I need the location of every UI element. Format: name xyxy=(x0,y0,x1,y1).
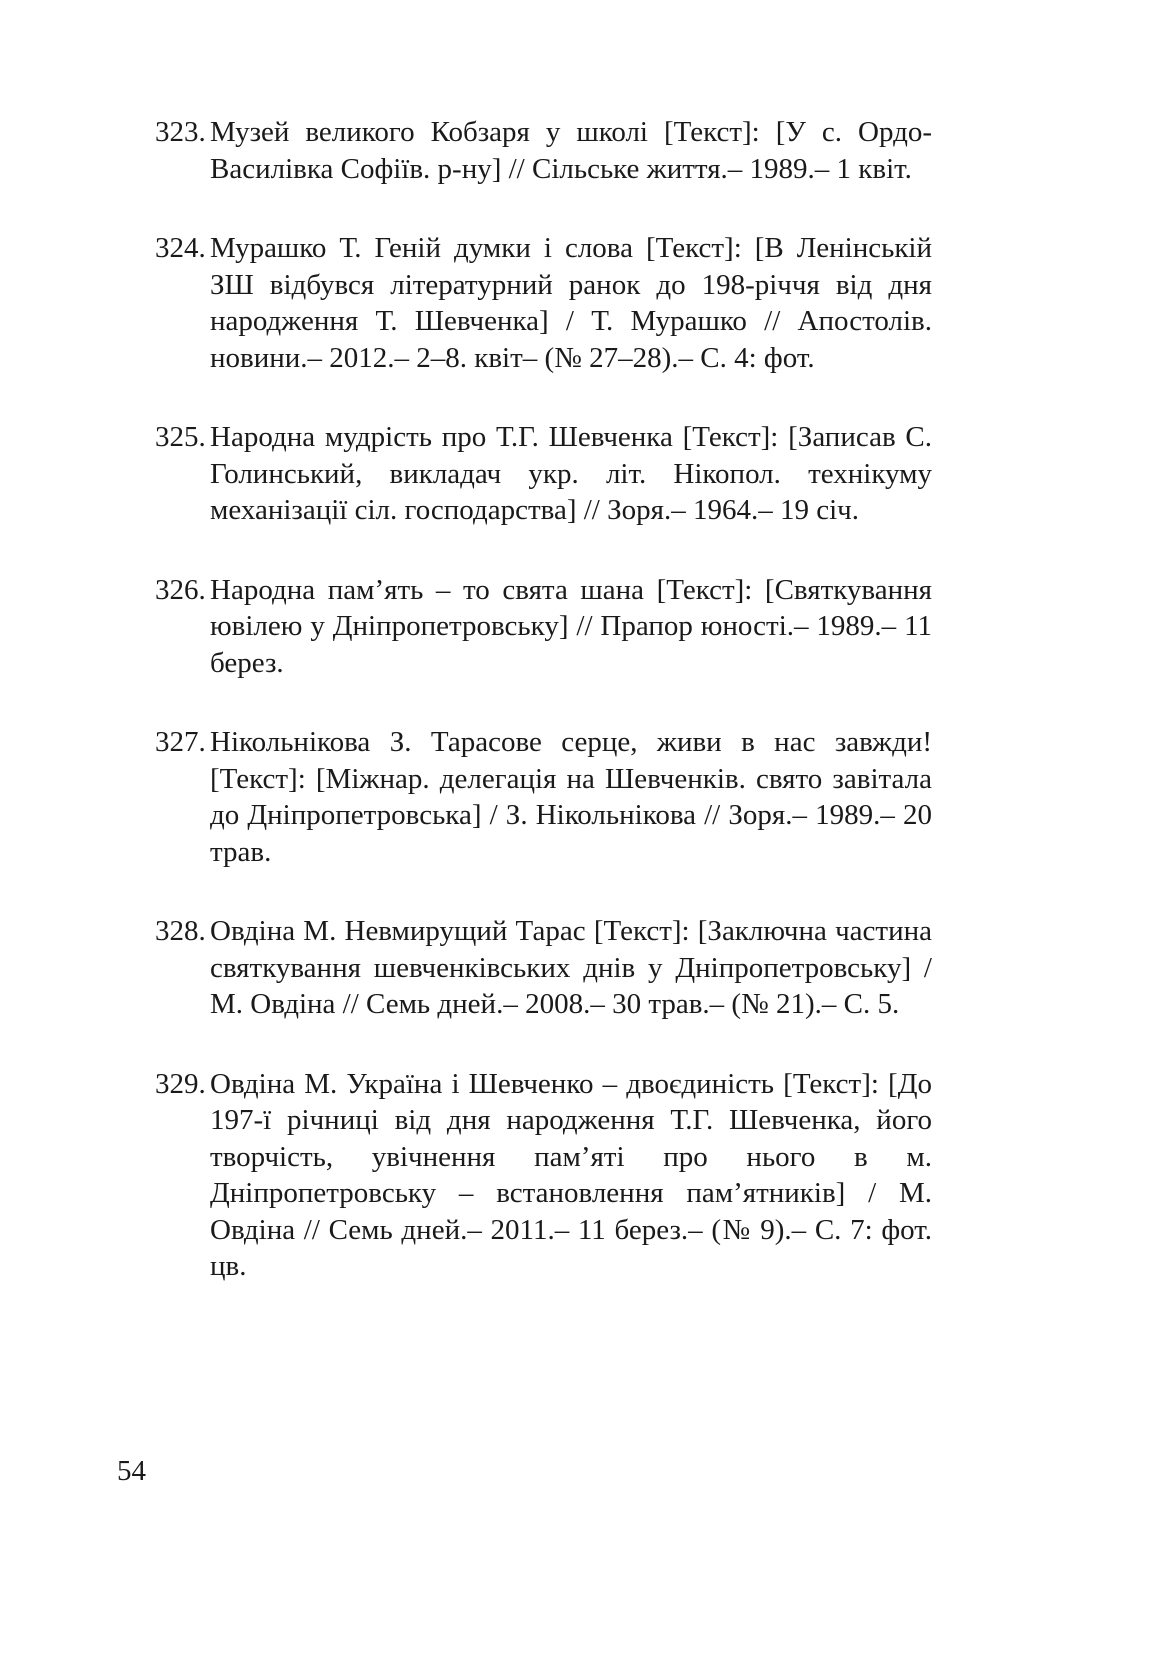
bibliography-entry xyxy=(155,913,932,1023)
entry-number: 325. xyxy=(155,421,206,453)
entry-number: 327. xyxy=(155,726,206,758)
entry-number: 323. xyxy=(155,116,206,148)
page-number: 54 xyxy=(117,1455,146,1487)
bibliography-entry xyxy=(155,419,932,529)
bibliography-entry xyxy=(155,230,932,376)
entry-text: Народна пам’ять – то свята шана [Текст]: [Святкування ювілею у Дніпропетровську] // Прапор юності.– 1989.– 11 берез. xyxy=(210,573,932,679)
entry-text: Нікольнікова З. Тарасове серце, живи в нас завжди! [Текст]: [Міжнар. делегація на Шевченків. свято завітала до Дніпропетровська] / З. Нікольнікова // Зоря.– 1989.– 20 трав. xyxy=(210,726,932,868)
entry-number: 324. xyxy=(155,232,206,264)
entry-number: 326. xyxy=(155,573,206,606)
entry-number: 329. xyxy=(155,1067,206,1100)
bibliography-list xyxy=(155,114,932,1328)
bibliography-entry xyxy=(155,572,932,682)
entry-number: 328. xyxy=(155,915,206,947)
bibliography-entry xyxy=(155,1066,932,1285)
entry-text: Овдіна М. Україна і Шевченко – двоєдиність [Текст]: [До 197-ї річниці від дня народження Т.Г. Шевченка, його творчість, увічнення пам’яті про нього в м. Дніпропетровську – встановлення пам’ятників] / М. Овдіна // Семь дней.– 2011.– 11 берез.– (№ 9).– С. 7: фот. цв. xyxy=(210,1067,932,1282)
entry-text: Музей великого Кобзаря у школі [Текст]: [У с. Ордо-Василівка Софіїв. р-ну] // Сільське життя.– 1989.– 1 квіт. xyxy=(210,116,932,185)
entry-text: Овдіна М. Невмирущий Тарас [Текст]: [Заключна частина святкування шевченківських днів у Дніпропетровську] / М. Овдіна // Семь дней.– 2008.– 30 трав.– (№ 21).– С. 5. xyxy=(210,915,932,1020)
bibliography-entry xyxy=(155,724,932,870)
entry-text: Мурашко Т. Геній думки і слова [Текст]: [В Ленінській ЗШ відбувся літературний ранок до 198-річчя від дня народження Т. Шевченка] / Т. Мурашко // Апостолів. новини.– 2012.– 2–8. квіт– (№ 27–28).– С. 4: фот. xyxy=(210,232,932,374)
bibliography-entry xyxy=(155,114,932,187)
entry-text: Народна мудрість про Т.Г. Шевченка [Текст]: [Записав С. Голинський, викладач укр. літ. Нікопол. технікуму механізації сіл. господарства] // Зоря.– 1964.– 19 січ. xyxy=(210,421,932,526)
